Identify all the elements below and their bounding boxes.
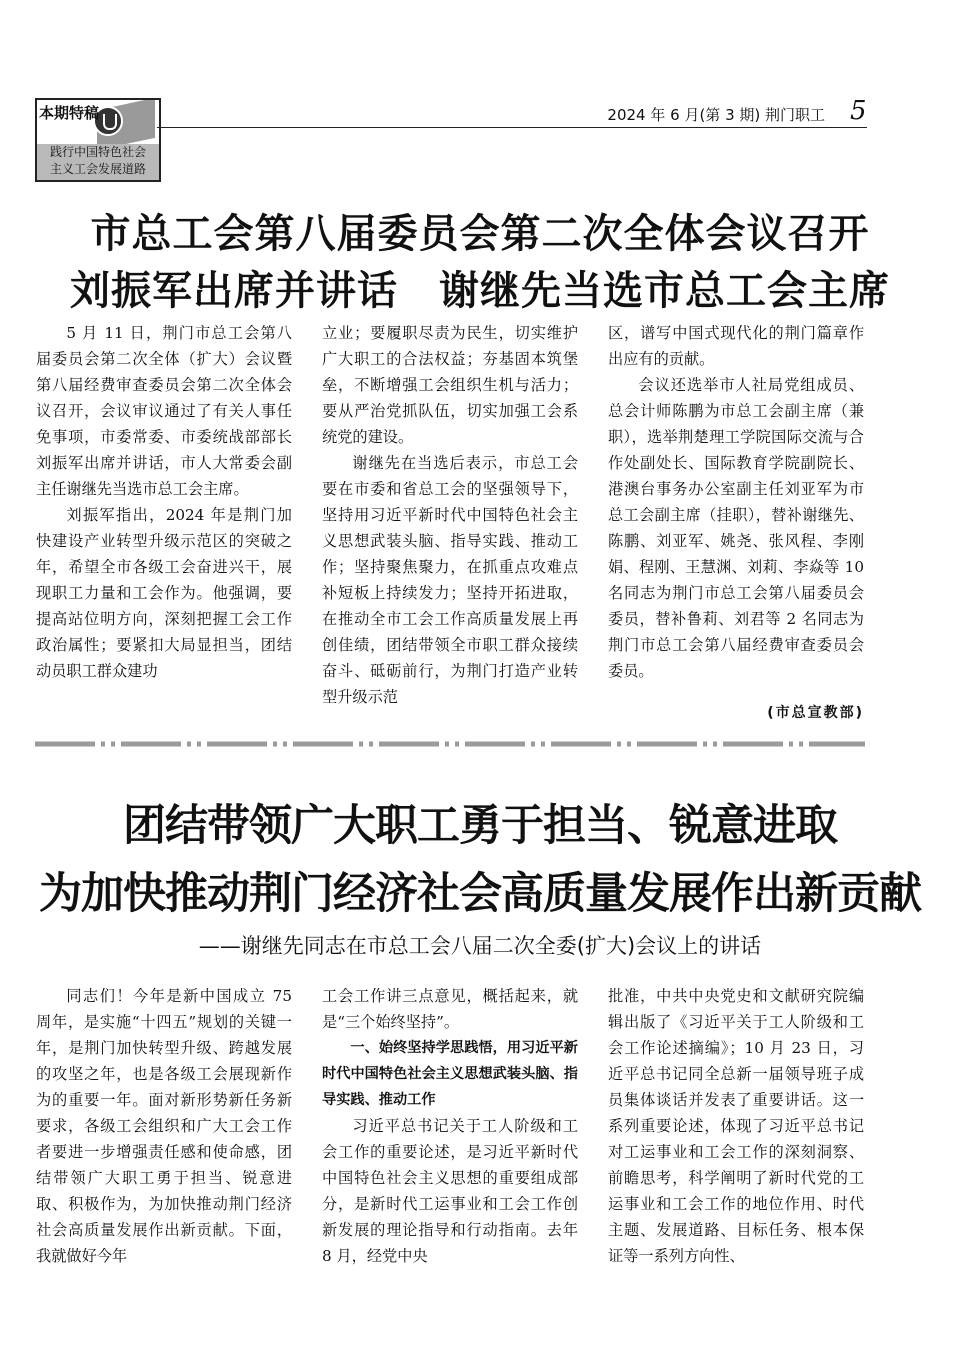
article1-headline-line2: 刘振军出席并讲话 谢继先当选市总工会主席 bbox=[70, 268, 890, 314]
article2-headline-line1: 团结带领广大职工勇于担当、锐意进取 bbox=[123, 801, 837, 851]
article1-column-3 bbox=[608, 320, 864, 684]
paragraph: 习近平总书记关于工人阶级和工会工作的重要论述，是习近平新时代中国特色社会主义思想的重要组成部分，是新时代工运事业和工会工作创新发展的理论指导和行动指南。去年 8 月，经党中央 bbox=[322, 1117, 578, 1265]
article2-column-2 bbox=[322, 983, 578, 1269]
column-badge bbox=[35, 98, 161, 182]
paragraph: 工会工作讲三点意见，概括起来，就是“三个始终坚持”。 bbox=[322, 987, 578, 1031]
article2-column-3 bbox=[608, 983, 864, 1269]
badge-label: 本期特稿 bbox=[39, 104, 100, 122]
paragraph: 会议还选举市人社局党组成员、总会计师陈鹏为市总工会副主席（兼职），选举荆楚理工学院国际交流与合作处副处长、国际教育学院副院长、港澳台事务办公室副主任刘亚军为市总工会副主席（挂职），替补谢继先、陈鹏、刘亚军、姚尧、张风程、李刚娟、程刚、王慧渊、刘莉、李焱等 10 名同志为荆门市总工会第八届委员会委员，替补鲁莉、刘君等 2 名同志为荆门市总工会第八届经费审查委员会委员。 bbox=[608, 376, 864, 680]
paragraph: 谢继先在当选后表示，市总工会要在市委和省总工会的坚强领导下，坚持用习近平新时代中国特色社会主义思想武装头脑、指导实践、推动工作；坚持聚焦聚力，在抓重点攻难点补短板上持续发力；坚持开拓进取，在推动全市工会工作高质量发展上再创佳绩，团结带领全市职工群众接续奋斗、砥砺前行，为荆门打造产业转型升级示范 bbox=[322, 454, 578, 706]
section-heading: 一、始终坚持学思践悟，用习近平新时代中国特色社会主义思想武装头脑、指导实践、推动工作 bbox=[322, 1040, 578, 1108]
badge-strap-line2: 主义工会发展道路 bbox=[49, 162, 146, 176]
paragraph: 刘振军指出，2024 年是荆门加快建设产业转型升级示范区的突破之年，希望全市各级工会奋进兴干，展现职工力量和工会作为。他强调，要提高站位明方向，深刻把握工会工作政治属性；要紧扣大局显担当，团结动员职工群众建功 bbox=[36, 506, 292, 680]
header-rule bbox=[157, 127, 867, 128]
paragraph: 同志们！今年是新中国成立 75 周年，是实施“十四五”规划的关键一年，是荆门加快转型升级、跨越发展的攻坚之年，也是各级工会展现新作为的重要一年。面对新形势新任务新要求，各级工会组织和广大工会工作者要进一步增强责任感和使命感，团结带领广大职工勇于担当、锐意进取、积极作为，为加快推动荆门经济社会高质量发展作出新贡献。下面，我就做好今年 bbox=[36, 987, 292, 1265]
badge-strap-line1: 践行中国特色社会 bbox=[49, 145, 146, 159]
section-divider bbox=[35, 741, 865, 747]
article1-column-2 bbox=[322, 320, 578, 710]
article1-column-1 bbox=[36, 320, 292, 684]
paragraph: 区，谱写中国式现代化的荆门篇章作出应有的贡献。 bbox=[608, 324, 864, 368]
article1-source: (市总宣教部) bbox=[767, 705, 864, 721]
badge-strap bbox=[37, 144, 159, 180]
paragraph: 批准，中共中央党史和文献研究院编辑出版了《习近平关于工人阶级和工会工作论述摘编》；10 月 23 日，习近平总书记同全总新一届领导班子成员集体谈话并发表了重要讲话。这一系列重要论述，体现了习近平总书记对工运事业和工会工作的深刻洞察、前瞻思考，科学阐明了新时代党的工运事业和工会工作的地位作用、时代主题、发展道路、目标任务、根本保证等一系列方向性、 bbox=[608, 987, 864, 1265]
article2-column-1 bbox=[36, 983, 292, 1269]
article2-subtitle: ——谢继先同志在市总工会八届二次全委(扩大)会议上的讲话 bbox=[198, 934, 762, 958]
paragraph: 立业；要履职尽责为民生，切实维护广大职工的合法权益；夯基固本筑堡垒，不断增强工会组织生机与活力；要从严治党抓队伍，切实加强工会系统党的建设。 bbox=[322, 324, 578, 446]
issue-info: 2024 年 6 月(第 3 期) 荆门职工 bbox=[607, 106, 825, 124]
article2-headline-line2: 为加快推动荆门经济社会高质量发展作出新贡献 bbox=[39, 869, 921, 919]
article1-headline-line1: 市总工会第八届委员会第二次全体会议召开 bbox=[90, 211, 870, 257]
page-number: 5 bbox=[850, 96, 867, 126]
paragraph: 5 月 11 日，荆门市总工会第八届委员会第二次全体（扩大）会议暨第八届经费审查委员会第二次全体会议召开，会议审议通过了有关人事任免事项，市委常委、市委统战部部长刘振军出席并讲话，市人大常委会副主任谢继先当选市总工会主席。 bbox=[36, 324, 292, 498]
